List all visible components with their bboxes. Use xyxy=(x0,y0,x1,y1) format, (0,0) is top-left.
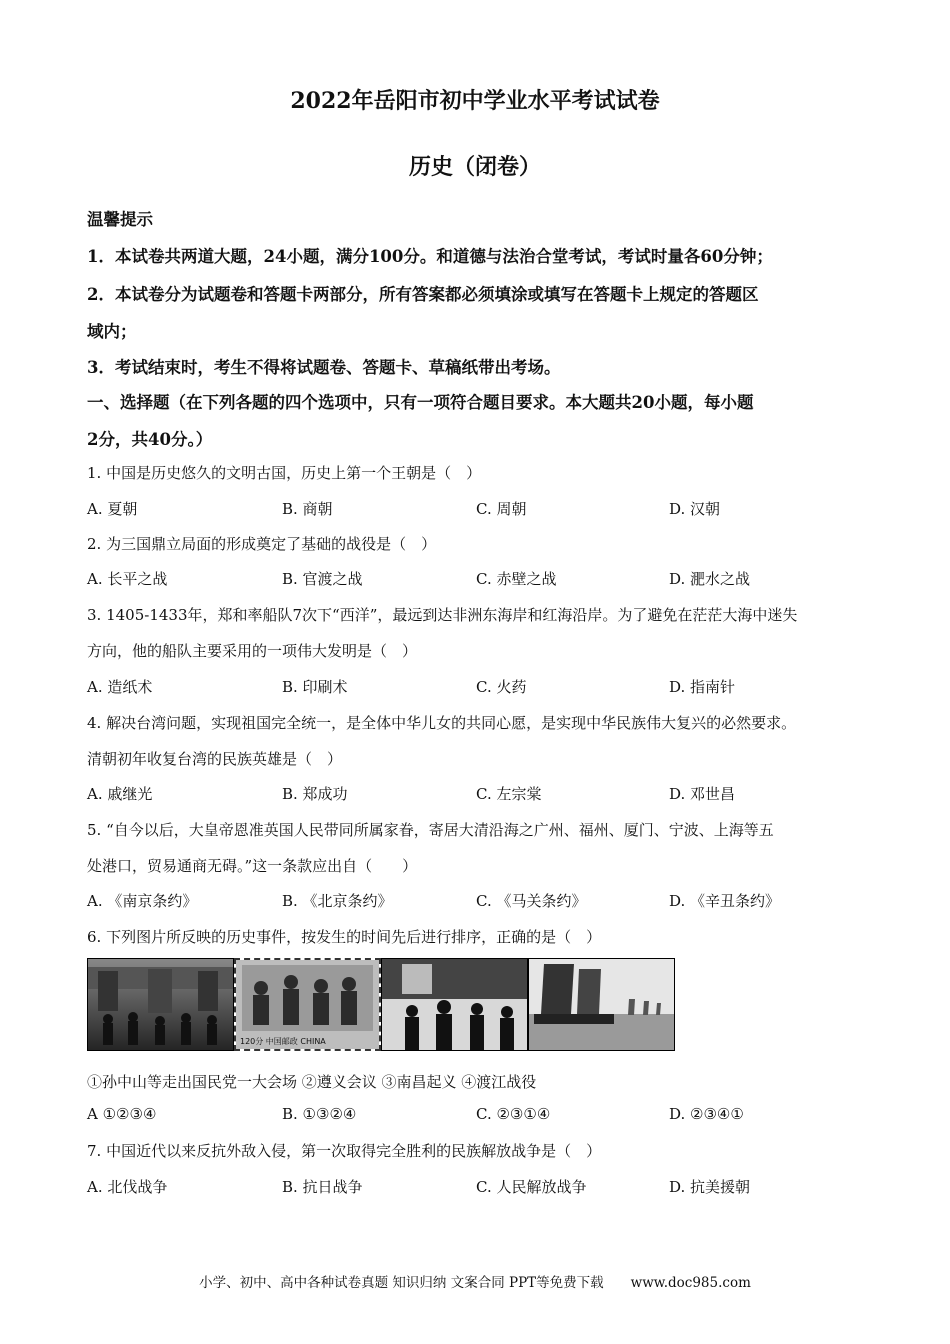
q6-option-a: A ①②③④ xyxy=(87,1105,157,1123)
notice-item-2-cont: 域内； xyxy=(87,322,137,341)
question-3: 3. 1405-1433年，郑和率船队7次下“西洋”，最远到达非洲东海岸和红海沿岸。为了避免在茫茫大海中迷失 xyxy=(87,606,798,624)
question-2: 2. 为三国鼎立局面的形成奠定了基础的战役是（ ） xyxy=(87,535,437,553)
q4-option-c: C. 左宗棠 xyxy=(476,785,542,803)
question-6: 6. 下列图片所反映的历史事件，按发生的时间先后进行排序，正确的是（ ） xyxy=(87,928,602,946)
q2-option-b: B. 官渡之战 xyxy=(282,570,363,588)
q3-option-a: A. 造纸术 xyxy=(87,678,153,696)
q6-option-d: D. ②③④① xyxy=(669,1105,744,1123)
notice-item-2: 2．本试卷分为试题卷和答题卡两部分，所有答案都必须填涂或填写在答题卡上规定的答题区 xyxy=(87,285,759,304)
question-1: 1. 中国是历史悠久的文明古国，历史上第一个王朝是（ ） xyxy=(87,464,482,482)
q2-option-c: C. 赤壁之战 xyxy=(476,570,557,588)
q4-option-a: A. 戚继光 xyxy=(87,785,153,803)
q7-option-b: B. 抗日战争 xyxy=(282,1178,363,1196)
q7-option-c: C. 人民解放战争 xyxy=(476,1178,587,1196)
photo-kmt-congress xyxy=(87,958,234,1051)
q1-option-b: B. 商朝 xyxy=(282,500,333,518)
q7-option-a: A. 北伐战争 xyxy=(87,1178,168,1196)
q6-option-c: C. ②③①④ xyxy=(476,1105,551,1123)
q3-option-d: D. 指南针 xyxy=(669,678,736,696)
exam-subtitle: 历史（闭卷） xyxy=(408,154,541,180)
q5-option-a: A. 《南京条约》 xyxy=(87,892,198,910)
q6-option-b: B. ①③②④ xyxy=(282,1105,357,1123)
q7-option-d: D. 抗美援朝 xyxy=(669,1178,751,1196)
section-heading: 一、选择题（在下列各题的四个选项中，只有一项符合题目要求。本大题共20小题，每小题 xyxy=(87,393,754,412)
question-4-cont: 清朝初年收复台湾的民族英雄是（ ） xyxy=(87,750,343,768)
q6-photo-strip xyxy=(87,958,675,1051)
question-3-cont: 方向，他的船队主要采用的一项伟大发明是（ ） xyxy=(87,642,418,660)
q3-option-b: B. 印刷术 xyxy=(282,678,348,696)
notice-item-3: 3．考试结束时，考生不得将试题卷、答题卡、草稿纸带出考场。 xyxy=(87,358,561,377)
photo-zunyi-stamp xyxy=(234,958,381,1051)
notice-heading: 温馨提示 xyxy=(87,210,153,229)
question-5-cont: 处港口，贸易通商无碍。”这一条款应出自（ ） xyxy=(87,857,418,875)
page-footer: 小学、初中、高中各种试卷真题 知识归纳 文案合同 PPT等免费下载 www.doc985.com xyxy=(199,1275,751,1291)
q5-option-d: D. 《辛丑条约》 xyxy=(669,892,781,910)
question-5: 5. “自今以后，大皇帝恩准英国人民带同所属家眷，寄居大清沿海之广州、福州、厦门、宁波、上海等五 xyxy=(87,821,774,839)
q2-option-a: A. 长平之战 xyxy=(87,570,168,588)
q2-option-d: D. 淝水之战 xyxy=(669,570,751,588)
exam-title: 2022年岳阳市初中学业水平考试试卷 xyxy=(290,88,660,114)
q1-option-c: C. 周朝 xyxy=(476,500,527,518)
question-7: 7. 中国近代以来反抗外敌入侵，第一次取得完全胜利的民族解放战争是（ ） xyxy=(87,1142,602,1160)
question-4: 4. 解决台湾问题，实现祖国完全统一，是全体中华儿女的共同心愿，是实现中华民族伟大复兴的必然要求。 xyxy=(87,714,797,732)
q4-option-d: D. 邓世昌 xyxy=(669,785,736,803)
q5-option-c: C. 《马关条约》 xyxy=(476,892,587,910)
stamp-caption: 120分 中国邮政 CHINA xyxy=(240,1037,326,1046)
section-heading-cont: 2分，共40分。） xyxy=(87,430,213,449)
photo-nanchang-uprising xyxy=(381,958,528,1051)
q6-captions: ①孙中山等走出国民党一大会场 ②遵义会议 ③南昌起义 ④渡江战役 xyxy=(87,1073,537,1091)
q4-option-b: B. 郑成功 xyxy=(282,785,348,803)
q1-option-a: A. 夏朝 xyxy=(87,500,138,518)
notice-item-1: 1．本试卷共两道大题，24小题，满分100分。和道德与法治合堂考试，考试时量各60分钟； xyxy=(87,247,773,266)
q5-option-b: B. 《北京条约》 xyxy=(282,892,393,910)
photo-river-crossing xyxy=(528,958,675,1051)
q1-option-d: D. 汉朝 xyxy=(669,500,721,518)
q3-option-c: C. 火药 xyxy=(476,678,527,696)
